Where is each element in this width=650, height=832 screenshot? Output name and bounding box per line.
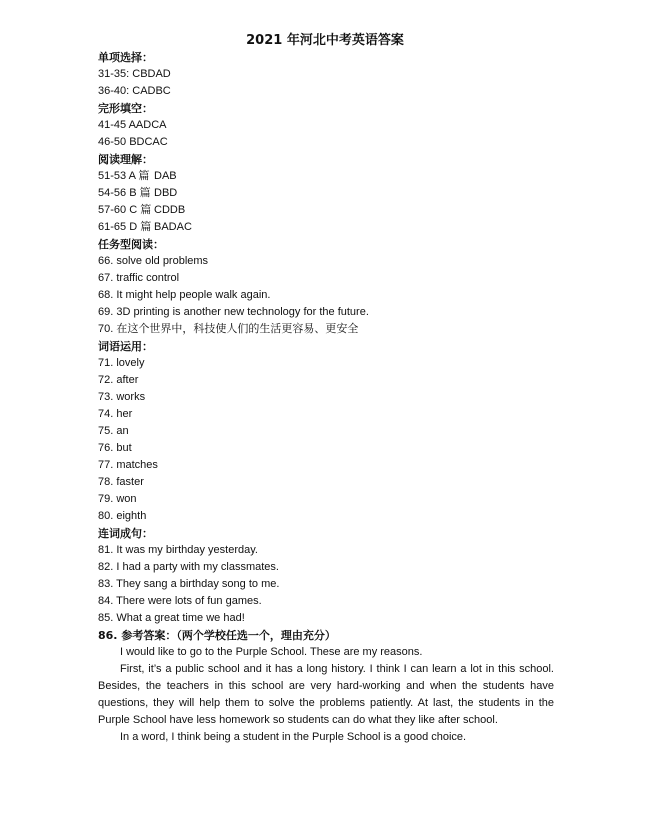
reading-passage-label: 51-53 A 篇 (98, 170, 150, 182)
section-heading-task-reading: 任务型阅读： (98, 238, 164, 251)
answer-line: 70. 在这个世界中，科技使人们的生活更容易、更安全 (98, 323, 359, 335)
answer-line: 69. 3D printing is another new technology for the future. (98, 306, 369, 318)
answer-line: 74. her (98, 408, 133, 420)
reading-passage-label: 54-56 B 篇 (98, 187, 151, 199)
answer-line: 46-50 BDCAC (98, 136, 168, 148)
reading-passage-answer: BADAC (154, 221, 192, 233)
answer-line: 72. after (98, 374, 139, 386)
reading-passage-answer: DAB (154, 170, 177, 182)
reading-passage-label: 61-65 D 篇 (98, 221, 152, 233)
essay-heading: 86. 参考答案：（两个学校任选一个，理由充分） (98, 629, 336, 642)
answer-line: 82. I had a party with my classmates. (98, 561, 279, 573)
answer-line: 75. an (98, 425, 129, 437)
reading-passage-answer: DBD (154, 187, 178, 199)
answer-line: 66. solve old problems (98, 255, 209, 267)
answer-line: 79. won (98, 493, 137, 505)
essay-paragraph: First, it’s a public school and it has a long history. I think I can learn a lot in this school. Besides, the teachers in this school are very hard-working and when the students have questions, they will help them to solve the problems patiently. At last, the students in the Purple School have less homework so students can do what they like after school. (98, 663, 554, 726)
answer-line: 31-35: CBDAD (98, 68, 171, 80)
answer-line: 41-45 AADCA (98, 119, 167, 131)
section-heading-single-choice: 单项选择： (98, 51, 153, 64)
reading-passage-label: 57-60 C 篇 (98, 204, 152, 216)
answer-line: 77. matches (98, 459, 158, 471)
page-title: 2021 年河北中考英语答案 (246, 33, 404, 48)
answer-line: 67. traffic control (98, 272, 180, 284)
answer-line: 71. lovely (98, 357, 145, 369)
essay-paragraph: I would like to go to the Purple School. These are my reasons. (120, 646, 423, 658)
answer-line: 85. What a great time we had! (98, 612, 245, 624)
section-heading-reading: 阅读理解： (98, 153, 153, 166)
answer-line: 81. It was my birthday yesterday. (98, 544, 258, 556)
answer-line: 76. but (98, 442, 132, 454)
reading-answer-row (98, 185, 558, 202)
reading-answer-row (98, 202, 558, 219)
answer-line: 68. It might help people walk again. (98, 289, 271, 301)
essay-paragraph: In a word, I think being a student in the Purple School is a good choice. (120, 731, 467, 743)
answer-line: 84. There were lots of fun games. (98, 595, 262, 607)
reading-answer-row (98, 168, 558, 185)
answer-line: 78. faster (98, 476, 144, 488)
reading-answer-row (98, 219, 558, 236)
section-heading-word-usage: 词语运用： (98, 340, 153, 353)
answer-line: 83. They sang a birthday song to me. (98, 578, 280, 590)
answer-content (98, 49, 558, 746)
answer-line: 80. eighth (98, 510, 147, 522)
section-heading-cloze: 完形填空： (98, 102, 153, 115)
answer-line: 36-40: CADBC (98, 85, 171, 97)
reading-passage-answer: CDDB (154, 204, 186, 216)
answer-line: 73. works (98, 391, 146, 403)
section-heading-sentence-building: 连词成句： (98, 527, 153, 540)
